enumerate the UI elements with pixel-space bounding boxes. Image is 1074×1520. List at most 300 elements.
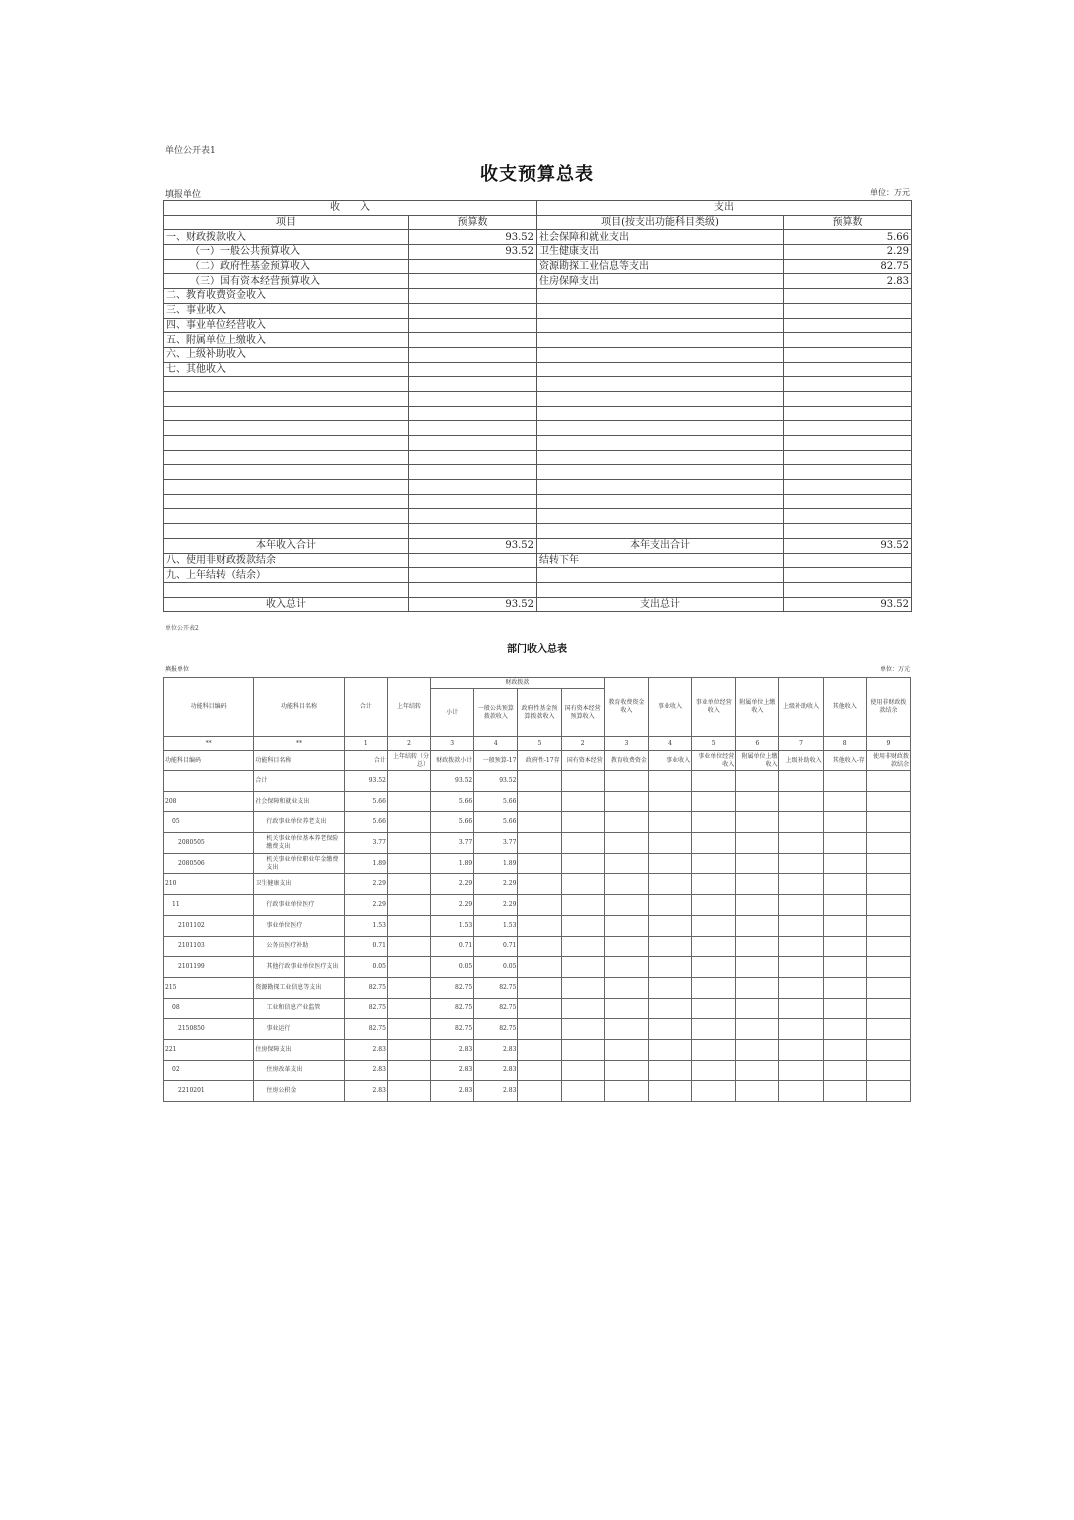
index-cell: 4: [474, 737, 518, 751]
empty-cell: [561, 1060, 604, 1081]
empty-cell: [537, 480, 784, 495]
empty-cell: [164, 450, 409, 465]
empty-cell: [537, 377, 784, 392]
table-row: [164, 771, 911, 792]
empty-cell: [779, 1081, 823, 1102]
empty-cell: [784, 524, 912, 539]
empty-cell: [604, 1081, 648, 1102]
income-item: 一、财政拨款收入: [164, 230, 409, 245]
table-row: [164, 1039, 911, 1060]
empty-cell: [164, 421, 409, 436]
total-value: 0.71: [344, 936, 387, 957]
empty-cell: [164, 391, 409, 406]
empty-cell: [518, 977, 561, 998]
prior-carry-value: [387, 957, 430, 978]
prior-carry-value: [387, 791, 430, 812]
table-row: [164, 538, 912, 553]
fiscal-subtotal-value: 2.83: [431, 1060, 474, 1081]
empty-cell: [866, 998, 910, 1019]
expense-item-header: 项目(按支出功能科目类级): [537, 215, 784, 230]
empty-cell: [409, 509, 537, 524]
function-name: 合计: [254, 771, 344, 792]
income-item: 五、附属单位上缴收入: [164, 333, 409, 348]
fiscal-subtotal-value: 1.53: [431, 915, 474, 936]
empty-cell: [736, 998, 779, 1019]
empty-cell: [692, 977, 736, 998]
function-name: 行政事业单位养老支出: [254, 812, 344, 833]
function-code: [164, 771, 254, 792]
empty-cell: [518, 791, 561, 812]
carry-forward-label: 结转下年: [537, 553, 784, 568]
empty-cell: [537, 568, 784, 583]
prior-carry-value: [387, 853, 430, 874]
empty-cell: [409, 450, 537, 465]
empty-cell: [648, 936, 691, 957]
empty-cell: [784, 421, 912, 436]
table1-label: 单位公开表1: [165, 146, 216, 156]
prior-year-carry-value: [409, 568, 537, 583]
empty-cell: [823, 1019, 866, 1040]
empty-cell: [518, 1060, 561, 1081]
function-name: 事业单位医疗: [254, 915, 344, 936]
empty-cell: [736, 957, 779, 978]
income-value: 93.52: [409, 230, 537, 245]
empty-cell: [823, 936, 866, 957]
fiscal-subtotal-value: 82.75: [431, 1019, 474, 1040]
empty-cell: [648, 791, 691, 812]
empty-cell: [537, 436, 784, 451]
total-value: 5.66: [344, 791, 387, 812]
empty-cell: [779, 998, 823, 1019]
income-item: （一）一般公共预算收入: [164, 245, 409, 260]
empty-cell: [779, 771, 823, 792]
empty-cell: [823, 977, 866, 998]
empty-cell: [866, 874, 910, 895]
empty-cell: [692, 812, 736, 833]
empty-cell: [823, 791, 866, 812]
prior-carry-value: [387, 833, 430, 854]
expense-item: [537, 318, 784, 333]
income-value: [409, 274, 537, 289]
expense-value: [784, 347, 912, 362]
column-header: 事业收入: [648, 678, 691, 737]
fiscal-subtotal-value: 5.66: [431, 791, 474, 812]
empty-cell: [409, 582, 537, 597]
expense-value: [784, 303, 912, 318]
empty-cell: [604, 833, 648, 854]
empty-cell: [561, 915, 604, 936]
prior-carry-value: [387, 874, 430, 895]
empty-cell: [736, 895, 779, 916]
empty-cell: [164, 524, 409, 539]
empty-cell: [164, 465, 409, 480]
empty-cell: [779, 936, 823, 957]
empty-cell: [866, 915, 910, 936]
column-header: 功能科目名称: [254, 678, 344, 737]
expense-item: 社会保障和就业支出: [537, 230, 784, 245]
empty-cell: [779, 915, 823, 936]
table-row: [164, 853, 911, 874]
empty-cell: [692, 1039, 736, 1060]
prior-carry-value: [387, 1060, 430, 1081]
empty-cell: [518, 998, 561, 1019]
empty-cell: [604, 771, 648, 792]
empty-cell: [779, 1060, 823, 1081]
empty-cell: [736, 791, 779, 812]
fiscal-subtotal-value: 1.89: [431, 853, 474, 874]
expense-item: [537, 347, 784, 362]
table-row: [164, 874, 911, 895]
empty-cell: [604, 895, 648, 916]
empty-cell: [692, 1060, 736, 1081]
empty-cell: [692, 1081, 736, 1102]
empty-cell: [823, 957, 866, 978]
total-value: 2.29: [344, 874, 387, 895]
index-cell: 2: [387, 737, 430, 751]
empty-cell: [823, 895, 866, 916]
empty-cell: [604, 874, 648, 895]
function-code: 2210201: [164, 1081, 254, 1102]
field-cell: 事业收入: [648, 751, 691, 771]
empty-cell: [779, 1039, 823, 1060]
expense-value: [784, 362, 912, 377]
empty-cell: [866, 1019, 910, 1040]
empty-cell: [409, 465, 537, 480]
table-row: [164, 957, 911, 978]
function-name: 住房改革支出: [254, 1060, 344, 1081]
expense-item: [537, 303, 784, 318]
empty-cell: [604, 977, 648, 998]
empty-row: [164, 406, 912, 421]
total-value: 5.66: [344, 812, 387, 833]
income-item: （二）政府性基金预算收入: [164, 259, 409, 274]
function-code: 05: [164, 812, 254, 833]
empty-cell: [648, 1039, 691, 1060]
fiscal-subtotal-value: 82.75: [431, 977, 474, 998]
function-name: 公务员医疗补助: [254, 936, 344, 957]
column-header: 小计: [431, 689, 474, 737]
expense-item: 住房保障支出: [537, 274, 784, 289]
field-cell: 附属单位上缴收入: [736, 751, 779, 771]
function-name: 机关事业单位职业年金缴费支出: [254, 853, 344, 874]
empty-cell: [866, 1039, 910, 1060]
index-cell: 2: [561, 737, 604, 751]
empty-cell: [736, 915, 779, 936]
total-value: 2.83: [344, 1039, 387, 1060]
empty-cell: [692, 833, 736, 854]
expense-value: [784, 333, 912, 348]
income-item: 四、事业单位经营收入: [164, 318, 409, 333]
field-cell: 功能科目名称: [254, 751, 344, 771]
column-header: 合计: [344, 678, 387, 737]
empty-cell: [604, 957, 648, 978]
empty-cell: [409, 377, 537, 392]
expense-item: [537, 362, 784, 377]
empty-cell: [736, 853, 779, 874]
empty-cell: [518, 957, 561, 978]
empty-cell: [736, 812, 779, 833]
function-name: 机关事业单位基本养老保险缴费支出: [254, 833, 344, 854]
empty-cell: [784, 494, 912, 509]
column-header: 事业单位经营收入: [692, 678, 736, 737]
empty-cell: [409, 406, 537, 421]
table-row: [164, 553, 912, 568]
prior-carry-value: [387, 812, 430, 833]
empty-cell: [823, 853, 866, 874]
empty-cell: [648, 977, 691, 998]
empty-cell: [409, 524, 537, 539]
year-income-total-label: 本年收入合计: [164, 538, 409, 553]
general-budget-value: 0.05: [474, 957, 518, 978]
income-item: 二、教育收费资金收入: [164, 289, 409, 304]
income-item: 三、事业收入: [164, 303, 409, 318]
empty-cell: [164, 436, 409, 451]
empty-cell: [518, 874, 561, 895]
general-budget-value: 3.77: [474, 833, 518, 854]
table2-label: 单位公开表2: [165, 625, 199, 632]
empty-cell: [648, 1081, 691, 1102]
index-cell: 5: [518, 737, 561, 751]
empty-cell: [736, 1081, 779, 1102]
table-row: [164, 318, 912, 333]
empty-cell: [518, 1081, 561, 1102]
empty-cell: [779, 812, 823, 833]
function-code: 2080506: [164, 853, 254, 874]
function-code: 11: [164, 895, 254, 916]
empty-cell: [648, 957, 691, 978]
table-row: [164, 597, 912, 612]
prior-carry-value: [387, 1081, 430, 1102]
empty-cell: [648, 998, 691, 1019]
empty-cell: [604, 853, 648, 874]
column-header: 教育收费资金收入: [604, 678, 648, 737]
general-budget-value: 1.53: [474, 915, 518, 936]
table-row: [164, 812, 911, 833]
empty-cell: [409, 494, 537, 509]
general-budget-value: 82.75: [474, 998, 518, 1019]
function-name: 工业和信息产业监管: [254, 998, 344, 1019]
income-value: [409, 362, 537, 377]
general-budget-value: 2.29: [474, 874, 518, 895]
total-value: 82.75: [344, 1019, 387, 1040]
function-code: 2080505: [164, 833, 254, 854]
index-cell: 9: [866, 737, 910, 751]
empty-cell: [518, 812, 561, 833]
fiscal-subtotal-value: 2.83: [431, 1039, 474, 1060]
column-header: 一般公共预算拨款收入: [474, 689, 518, 737]
empty-cell: [866, 977, 910, 998]
empty-cell: [561, 936, 604, 957]
table-row: [164, 362, 912, 377]
field-cell: 国有资本经营: [561, 751, 604, 771]
function-code: 221: [164, 1039, 254, 1060]
empty-cell: [866, 791, 910, 812]
field-cell: 一般预算-17: [474, 751, 518, 771]
empty-cell: [537, 494, 784, 509]
empty-cell: [648, 1019, 691, 1040]
empty-cell: [409, 480, 537, 495]
empty-cell: [784, 509, 912, 524]
budget-summary-table: [163, 200, 912, 612]
table-row: [164, 303, 912, 318]
empty-row: [164, 494, 912, 509]
empty-cell: [648, 853, 691, 874]
fiscal-subtotal-value: 2.83: [431, 1081, 474, 1102]
empty-cell: [784, 568, 912, 583]
function-code: 2150850: [164, 1019, 254, 1040]
function-name: 社会保障和就业支出: [254, 791, 344, 812]
empty-cell: [561, 812, 604, 833]
column-header: 功能科目编码: [164, 678, 254, 737]
empty-cell: [537, 421, 784, 436]
department-income-table: [163, 677, 911, 1102]
empty-cell: [561, 833, 604, 854]
empty-cell: [692, 915, 736, 936]
general-budget-value: 1.89: [474, 853, 518, 874]
expense-item: 资源勘探工业信息等支出: [537, 259, 784, 274]
function-name: 资源勘探工业信息等支出: [254, 977, 344, 998]
empty-cell: [784, 436, 912, 451]
income-item: 六、上级补助收入: [164, 347, 409, 362]
total-value: 93.52: [344, 771, 387, 792]
general-budget-value: 2.83: [474, 1081, 518, 1102]
empty-cell: [537, 465, 784, 480]
empty-cell: [604, 1060, 648, 1081]
empty-cell: [823, 771, 866, 792]
total-value: 1.53: [344, 915, 387, 936]
function-name: 住房保障支出: [254, 1039, 344, 1060]
year-income-total: 93.52: [409, 538, 537, 553]
income-value: [409, 303, 537, 318]
empty-cell: [648, 874, 691, 895]
empty-cell: [736, 771, 779, 792]
expense-value: 2.29: [784, 245, 912, 260]
empty-cell: [784, 406, 912, 421]
function-name: 其他行政事业单位医疗支出: [254, 957, 344, 978]
general-budget-value: 5.66: [474, 812, 518, 833]
function-name: 事业运行: [254, 1019, 344, 1040]
income-item-header: 项目: [164, 215, 409, 230]
empty-cell: [823, 1081, 866, 1102]
year-expense-total-label: 本年支出合计: [537, 538, 784, 553]
empty-cell: [537, 582, 784, 597]
empty-cell: [164, 377, 409, 392]
expense-item: [537, 289, 784, 304]
general-budget-value: 2.83: [474, 1060, 518, 1081]
fiscal-subtotal-value: 0.71: [431, 936, 474, 957]
table1-title: 收支预算总表: [480, 164, 594, 185]
total-value: 2.83: [344, 1060, 387, 1081]
empty-row: [164, 465, 912, 480]
table-row: [164, 977, 911, 998]
column-header: 国有资本经营预算收入: [561, 689, 604, 737]
income-value: [409, 259, 537, 274]
prior-carry-value: [387, 771, 430, 792]
column-header: 政府性基金预算拨款收入: [518, 689, 561, 737]
empty-cell: [561, 895, 604, 916]
empty-cell: [648, 895, 691, 916]
empty-cell: [736, 936, 779, 957]
header-row: [164, 678, 911, 689]
function-name: 行政事业单位医疗: [254, 895, 344, 916]
index-cell: 8: [823, 737, 866, 751]
empty-cell: [561, 957, 604, 978]
empty-cell: [784, 465, 912, 480]
empty-cell: [779, 1019, 823, 1040]
empty-cell: [866, 771, 910, 792]
table-row: [164, 582, 912, 597]
non-fiscal-balance-value: [409, 553, 537, 568]
empty-cell: [561, 1081, 604, 1102]
table-row: [164, 915, 911, 936]
empty-cell: [779, 833, 823, 854]
empty-cell: [518, 915, 561, 936]
empty-cell: [866, 812, 910, 833]
empty-cell: [866, 936, 910, 957]
field-cell: 上级补助收入: [779, 751, 823, 771]
function-code: 2101103: [164, 936, 254, 957]
empty-cell: [823, 1039, 866, 1060]
field-cell: 功能科目编码: [164, 751, 254, 771]
function-name: 卫生健康支出: [254, 874, 344, 895]
empty-cell: [692, 771, 736, 792]
table-row: [164, 333, 912, 348]
function-name: 住房公积金: [254, 1081, 344, 1102]
empty-cell: [823, 812, 866, 833]
empty-cell: [692, 936, 736, 957]
empty-cell: [604, 936, 648, 957]
index-cell: 3: [431, 737, 474, 751]
prior-carry-value: [387, 895, 430, 916]
field-cell: 事业单位经营收入: [692, 751, 736, 771]
table1-unit: 单位：万元: [870, 188, 910, 197]
index-cell: 7: [779, 737, 823, 751]
empty-cell: [784, 391, 912, 406]
table-row: [164, 259, 912, 274]
expense-item: 卫生健康支出: [537, 245, 784, 260]
fiscal-subtotal-value: 2.29: [431, 895, 474, 916]
prior-carry-value: [387, 936, 430, 957]
table2-fill-unit: 填报单位: [165, 666, 190, 673]
empty-cell: [692, 895, 736, 916]
empty-cell: [736, 977, 779, 998]
index-cell: 1: [344, 737, 387, 751]
empty-cell: [648, 915, 691, 936]
empty-cell: [537, 391, 784, 406]
general-budget-value: 0.71: [474, 936, 518, 957]
empty-cell: [779, 874, 823, 895]
table-row: [164, 1060, 911, 1081]
column-header: 其他收入: [823, 678, 866, 737]
function-code: 215: [164, 977, 254, 998]
income-value: 93.52: [409, 245, 537, 260]
empty-cell: [164, 494, 409, 509]
empty-cell: [866, 1060, 910, 1081]
fiscal-subtotal-value: 82.75: [431, 998, 474, 1019]
function-code: 2101102: [164, 915, 254, 936]
column-header: 使用非财政拨款结余: [866, 678, 910, 737]
empty-cell: [692, 1019, 736, 1040]
column-header: 上级补助收入: [779, 678, 823, 737]
empty-cell: [561, 771, 604, 792]
empty-cell: [866, 833, 910, 854]
field-cell: 上年结转（分总）: [387, 751, 430, 771]
function-code: 2101199: [164, 957, 254, 978]
empty-cell: [537, 450, 784, 465]
income-header: 收 入: [164, 201, 537, 216]
table-row: [164, 998, 911, 1019]
empty-cell: [561, 874, 604, 895]
